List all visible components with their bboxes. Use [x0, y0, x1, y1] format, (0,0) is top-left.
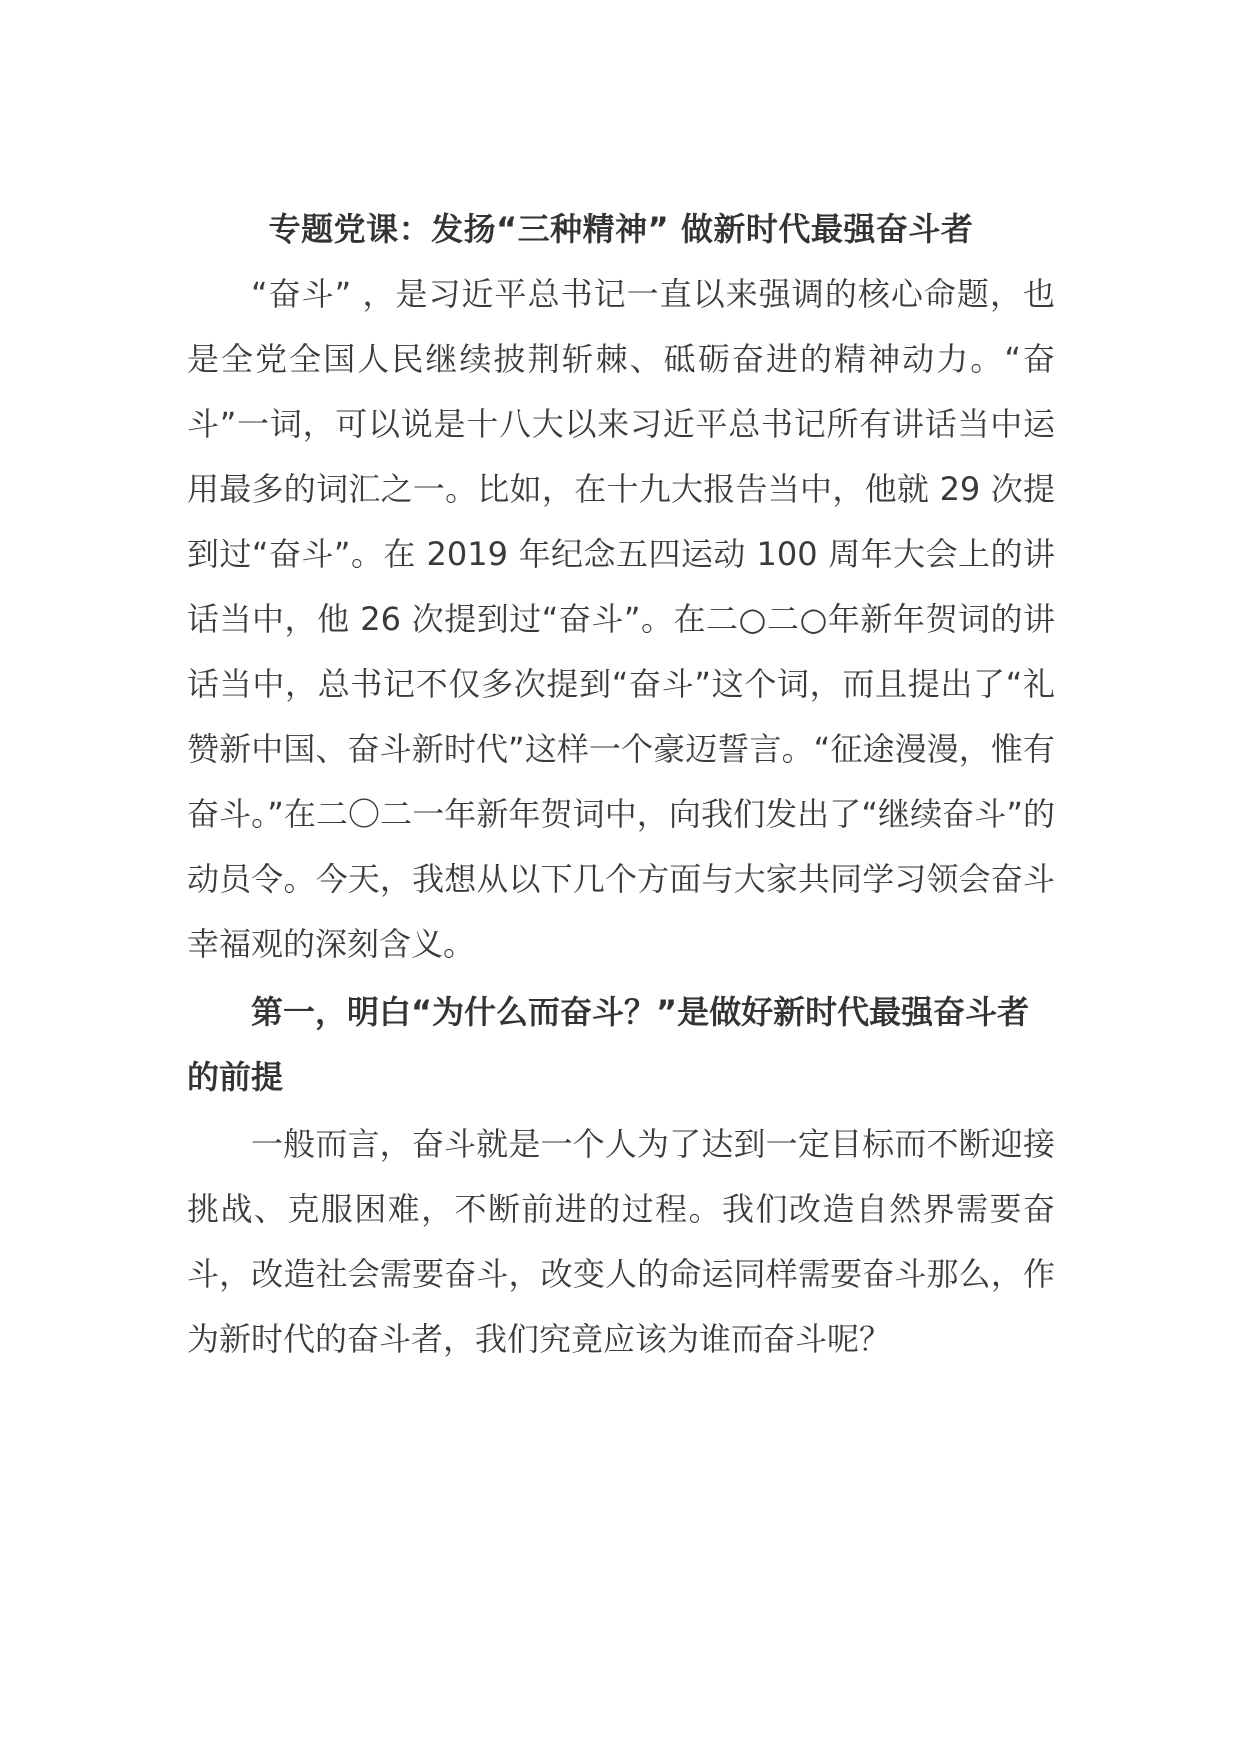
intro-paragraph: “奋斗” ，是习近平总书记一直以来强调的核心命题，也是全党全国人民继续披荆斩棘、砥砺奋进的精神动力。“奋斗”一词，可以说是十八大以来习近平总书记所有讲话当中运用最多的词汇之一。比如，在十九大报告当中，他就 29 次提到过“奋斗”。在 2019 年纪念五四运动 100 周年大会上的讲话当中，他 26 次提到过“奋斗”。在二○二○年新年贺词的讲话当中，总书记不仅多次提到“奋斗”这个词，而且提出了“礼赞新中国、奋斗新时代”这样一个豪迈誓言。“征途漫漫，惟有奋斗。”在二〇二一年新年贺词中，向我们发出了“继续奋斗”的动员令。今天，我想从以下几个方面与大家共同学习领会奋斗幸福观的深刻含义。 [187, 275, 1055, 963]
section-paragraph: 一般而言，奋斗就是一个人为了达到一定目标而不断迎接挑战、克服困难，不断前进的过程。我们改造自然界需要奋斗，改造社会需要奋斗，改变人的命运同样需要奋斗那么，作为新时代的奋斗者，我们究竟应该为谁而奋斗呢？ [187, 1125, 1055, 1358]
document-title: 专题党课：发扬“三种精神” 做新时代最强奋斗者 [268, 210, 974, 248]
section-heading-first: 第一，明白“为什么而奋斗？”是做好新时代最强奋斗者的前提 [187, 993, 1030, 1096]
document-body [187, 196, 1055, 1372]
